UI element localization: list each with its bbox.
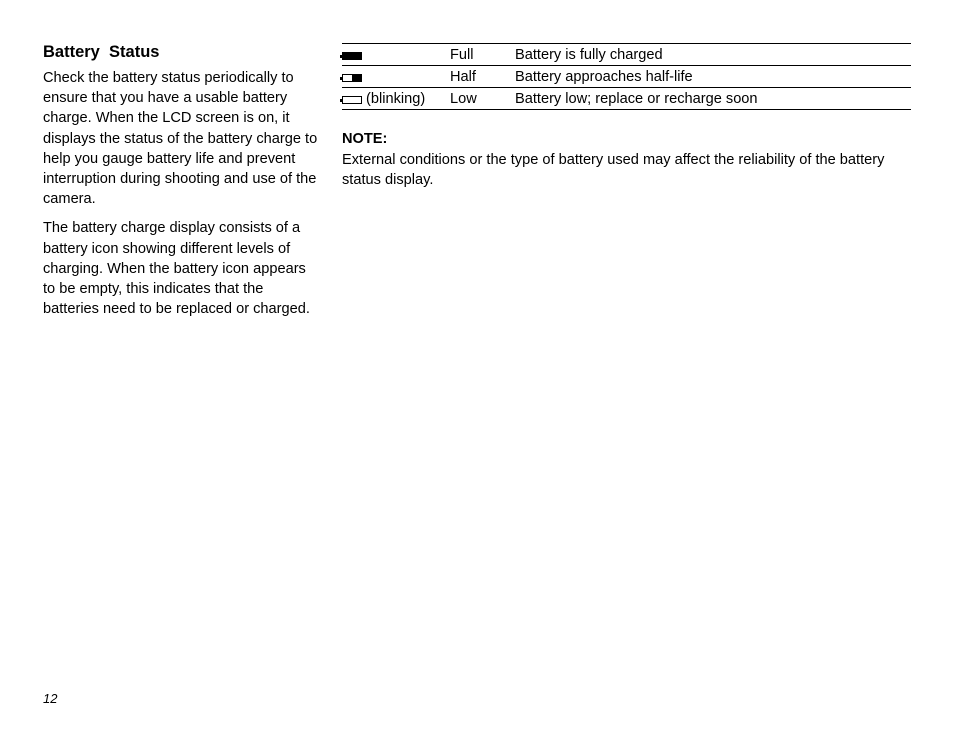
table-row [342, 44, 911, 66]
battery-full-icon [342, 52, 362, 60]
intro-paragraph: Check the battery status periodically to ensure that you have a usable battery charge. When the LCD screen is on, it displays the status of the battery charge to help you gauge battery life and prevent interruption during shooting and use of the camera. [43, 70, 318, 208]
status-level: Full [450, 44, 515, 66]
display-paragraph: The battery charge display consists of a battery icon showing different levels of charging. When the battery icon appears to be empty, this indicates that the batteries need to be replaced or charged. [43, 220, 310, 318]
status-description: Battery approaches half-life [515, 66, 911, 88]
table-row [342, 66, 911, 88]
battery-empty-icon [342, 96, 362, 104]
status-level: Low [450, 88, 515, 110]
status-description: Battery is fully charged [515, 44, 911, 66]
note-text: External conditions or the type of battery used may affect the reliability of the battery status display. [342, 152, 885, 189]
status-level: Half [450, 66, 515, 88]
icon-note: (blinking) [366, 90, 426, 107]
battery-half-icon [342, 74, 362, 82]
status-description: Battery low; replace or recharge soon [515, 88, 911, 110]
right-column [342, 43, 911, 190]
note-label: NOTE: [342, 131, 388, 147]
table-row [342, 88, 911, 110]
left-column [43, 42, 319, 328]
page-number: 12 [43, 691, 58, 706]
section-title: Battery Status [43, 43, 160, 61]
battery-status-table [342, 43, 911, 110]
